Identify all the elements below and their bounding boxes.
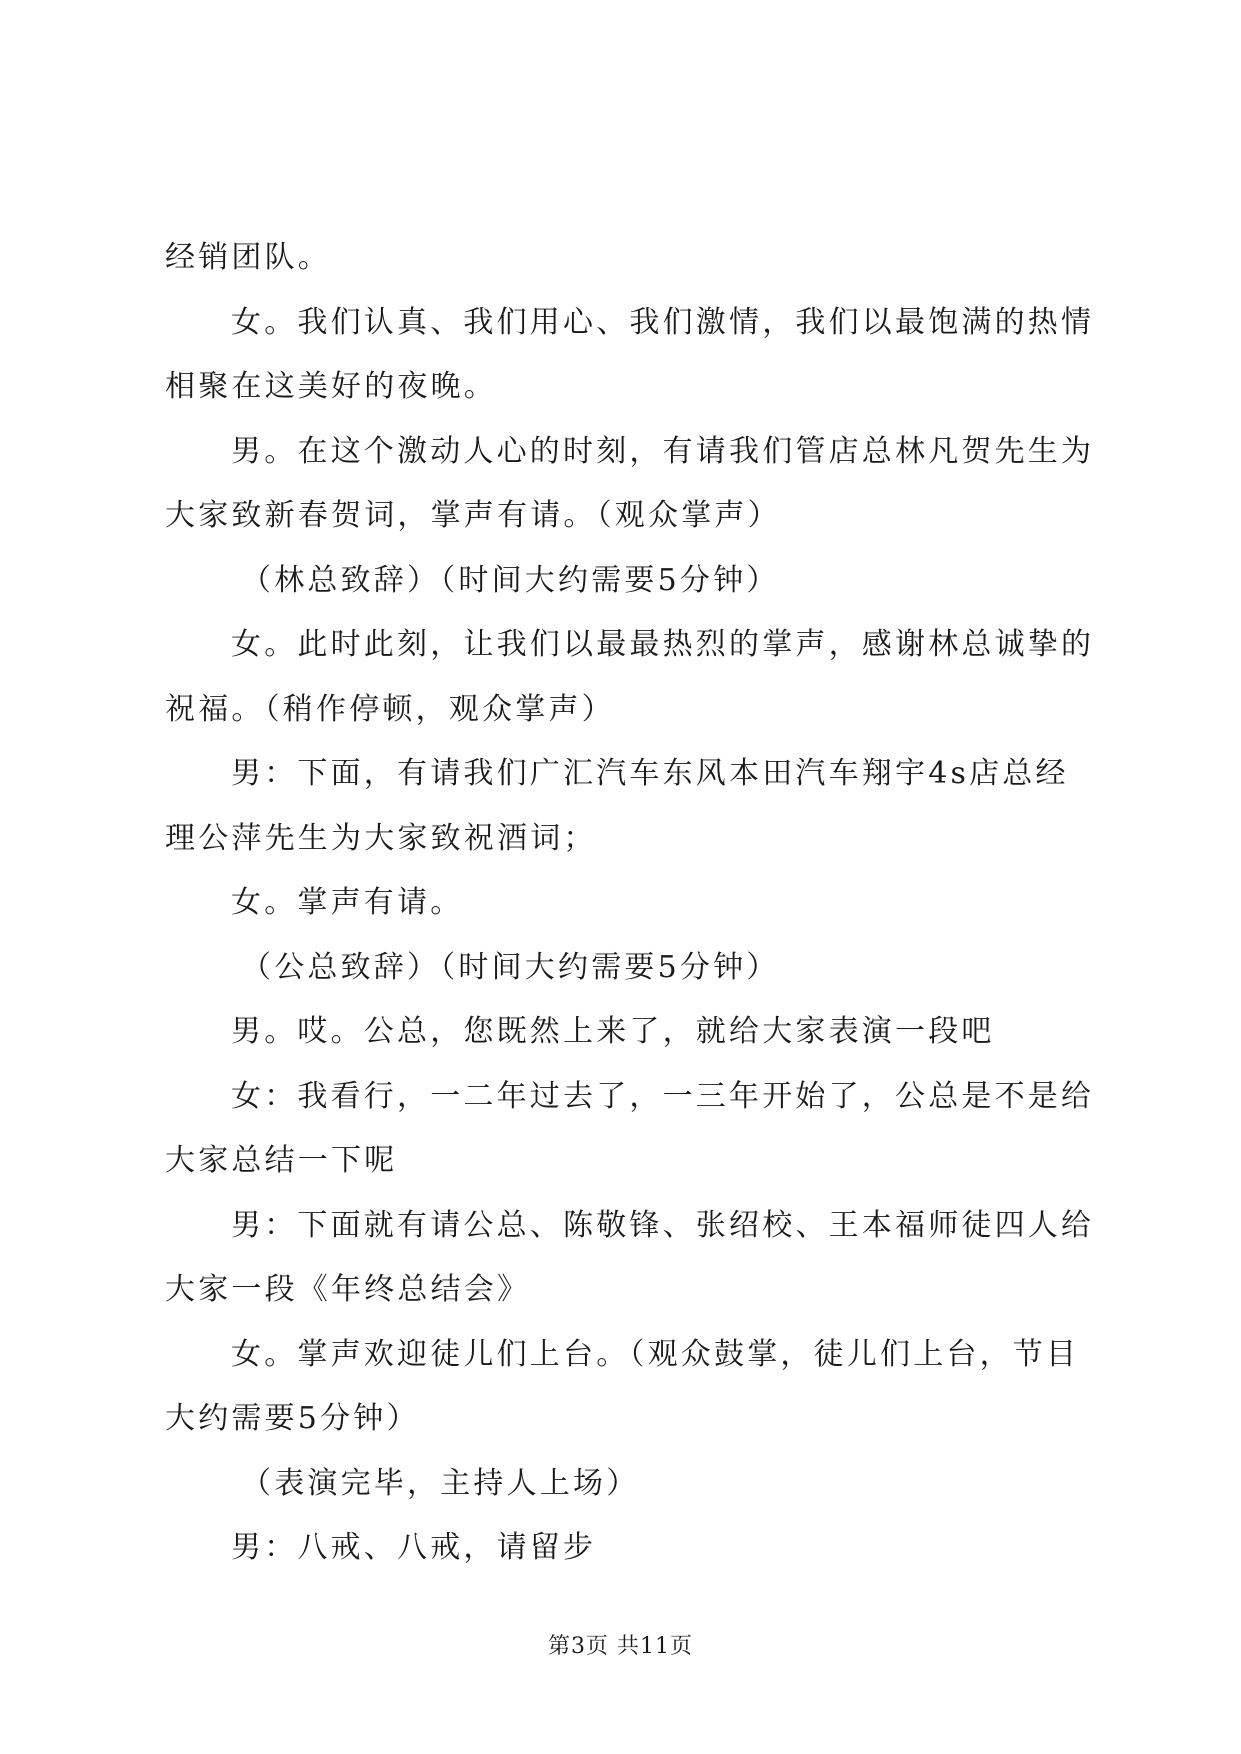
text-line: （公总致辞）（时间大约需要5分钟） (241, 949, 780, 985)
text-line: 男：下面，有请我们广汇汽车东风本田汽车翔宇4s店总经 (231, 756, 1069, 791)
text-line: 女：我看行，一二年过去了，一三年开始了，公总是不是给 (231, 1078, 1095, 1114)
text-line: 经销团队。 (165, 240, 331, 275)
text-line: 男：下面就有请公总、陈敬锋、张绍校、王本福师徒四人给 (231, 1207, 1095, 1243)
text-line: 理公萍先生为大家致祝酒词； (165, 820, 597, 856)
text-line: 大家总结一下呢 (165, 1143, 398, 1178)
text-line: 大家致新春贺词，掌声有请。（观众掌声） (165, 498, 781, 533)
text-line: 男。哎。公总，您既然上来了，就给大家表演一段吧 (231, 1014, 995, 1049)
text-line: 男。在这个激动人心的时刻，有请我们管店总林凡贺先生为 (231, 433, 1095, 469)
document-body (165, 226, 1095, 1581)
text-line: 女。掌声有请。 (231, 885, 464, 920)
text-line: 女。我们认真、我们用心、我们激情，我们以最饱满的热情 (231, 304, 1095, 340)
text-line: 女。掌声欢迎徒儿们上台。（观众鼓掌，徒儿们上台，节目 (231, 1336, 1080, 1372)
text-line: 女。此时此刻，让我们以最最热烈的掌声，感谢林总诚挚的 (231, 627, 1095, 662)
page-number-footer: 第3页 共11页 (548, 1634, 693, 1659)
text-line: 祝福。（稍作停顿，观众掌声） (165, 691, 615, 727)
text-line: 男：八戒、八戒，请留步 (231, 1530, 597, 1565)
text-line: 大约需要5分钟） (165, 1401, 420, 1436)
text-line: （表演完毕，主持人上场） (241, 1465, 640, 1501)
text-line: 相聚在这美好的夜晚。 (165, 369, 497, 404)
text-line: 大家一段《年终总结会》 (165, 1272, 531, 1307)
text-line: （林总致辞）（时间大约需要5分钟） (241, 562, 780, 598)
